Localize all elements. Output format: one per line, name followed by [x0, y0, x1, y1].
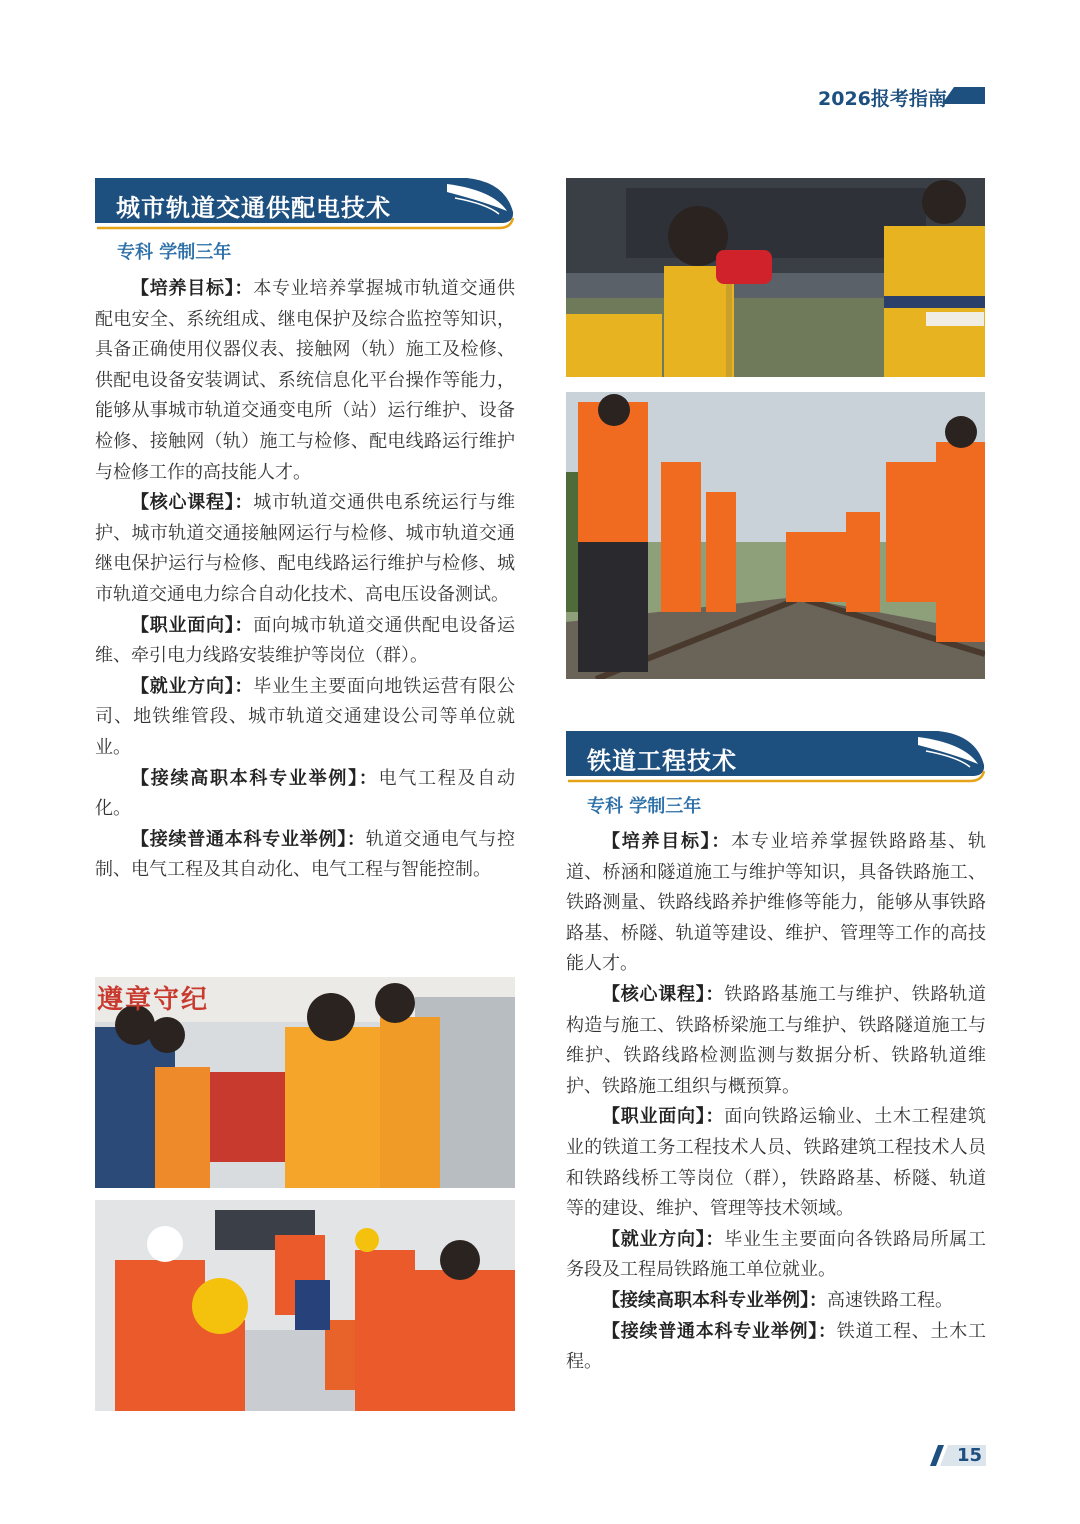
section1-body — [95, 274, 515, 886]
page-number-block — [930, 1445, 986, 1466]
photo-equipment-training — [95, 1200, 515, 1411]
paragraph-courses — [95, 488, 515, 610]
section-title: 铁道工程技术 — [587, 747, 737, 775]
paragraph-goal — [566, 827, 986, 980]
section-header-railway-eng — [566, 731, 986, 785]
paragraph-text: 铁路路基施工与维护、铁路轨道构造与施工、铁路桥梁施工与维护、铁路隧道施工与维护、铁路线路检测监测与数据分析、铁路轨道维护、铁路施工组织与概预算。 — [566, 983, 986, 1097]
paragraph-career — [95, 611, 515, 672]
guide-title: 2026报考指南 — [818, 88, 947, 110]
paragraph-career — [566, 1102, 986, 1224]
paragraph-label: 【接续普通本科专业举例】： — [131, 828, 366, 850]
paragraph-label: 【职业面向】： — [131, 614, 254, 636]
paragraph-employment — [566, 1225, 986, 1286]
paragraph-label: 【职业面向】： — [602, 1106, 725, 1128]
section2-body — [566, 827, 986, 1378]
section-header-power-supply — [95, 178, 515, 232]
paragraph-label: 【核心课程】： — [131, 492, 254, 514]
section-subtitle: 专科 学制三年 — [587, 796, 702, 817]
paragraph-text: 电气工程及自动化。 — [95, 767, 515, 820]
paragraph-undergrad — [566, 1317, 986, 1378]
paragraph-text: 毕业生主要面向各铁路局所属工务段及工程局铁路施工单位就业。 — [566, 1228, 986, 1281]
paragraph-text: 面向城市轨道交通供配电设备运维、牵引电力线路安装维护等岗位（群）。 — [95, 614, 515, 667]
paragraph-label: 【就业方向】： — [131, 675, 254, 697]
paragraph-text: 城市轨道交通供电系统运行与维护、城市轨道交通接触网运行与检修、城市轨道交通继电保护运行与检修、配电线路运行维护与检修、城市轨道交通电力综合自动化技术、高电压设备测试。 — [95, 492, 515, 605]
paragraph-text: 面向铁路运输业、土木工程建筑业的铁道工务工程技术人员、铁路建筑工程技术人员和铁路线桥工等岗位（群），铁路路基、桥隧、轨道等的建设、维护、管理等技术领域。 — [566, 1106, 986, 1220]
paragraph-label: 【接续高职本科专业举例】： — [131, 767, 379, 789]
lab-wall-banner: 遵章守纪 — [97, 985, 210, 1015]
page-number: 15 — [956, 1445, 982, 1466]
paragraph-text: 本专业培养掌握城市轨道交通供配电安全、系统组成、继电保护及综合监控等知识，具备正确使用仪器仪表、接触网（轨）施工及检修、供配电设备安装调试、系统信息化平台操作等能力，能够从事城市轨道交通变电所（站）运行维护、设备检修、接触网（轨）施工与检修、配电线路运行维护与检修工作的高技能人才。 — [95, 278, 515, 483]
paragraph-text: 铁道工程、土木工程。 — [566, 1320, 986, 1373]
paragraph-courses — [566, 980, 986, 1102]
paragraph-text: 轨道交通电气与控制、电气工程及其自动化、电气工程与智能控制。 — [95, 828, 515, 881]
header-bar-decoration — [942, 87, 985, 104]
paragraph-goal — [95, 274, 515, 488]
paragraph-label: 【接续高职本科专业举例】： — [602, 1289, 827, 1311]
paragraph-text: 毕业生主要面向地铁运营有限公司、地铁维管段、城市轨道交通建设公司等单位就业。 — [95, 675, 515, 758]
paragraph-label: 【接续普通本科专业举例】： — [602, 1320, 837, 1342]
paragraph-employment — [95, 672, 515, 764]
photo-track-inspection — [566, 392, 985, 679]
paragraph-label: 【就业方向】： — [602, 1228, 725, 1250]
photo-electrical-lab — [95, 977, 515, 1188]
paragraph-higher-voc — [95, 764, 515, 825]
paragraph-text: 高速铁路工程。 — [827, 1289, 953, 1311]
paragraph-label: 【培养目标】： — [131, 278, 254, 299]
photo-surveying — [566, 178, 985, 377]
paragraph-higher-voc — [566, 1286, 986, 1317]
paragraph-text: 本专业培养掌握铁路路基、轨道、桥涵和隧道施工与维护等知识，具备铁路施工、铁路测量、铁路线路养护维修等能力，能够从事铁路路基、桥隧、轨道等建设、维护、管理等工作的高技能人才。 — [566, 831, 987, 975]
section-subtitle: 专科 学制三年 — [117, 242, 232, 263]
paragraph-label: 【培养目标】： — [602, 831, 732, 852]
paragraph-label: 【核心课程】： — [602, 983, 725, 1005]
section-title: 城市轨道交通供配电技术 — [116, 194, 391, 222]
paragraph-undergrad — [95, 825, 515, 886]
